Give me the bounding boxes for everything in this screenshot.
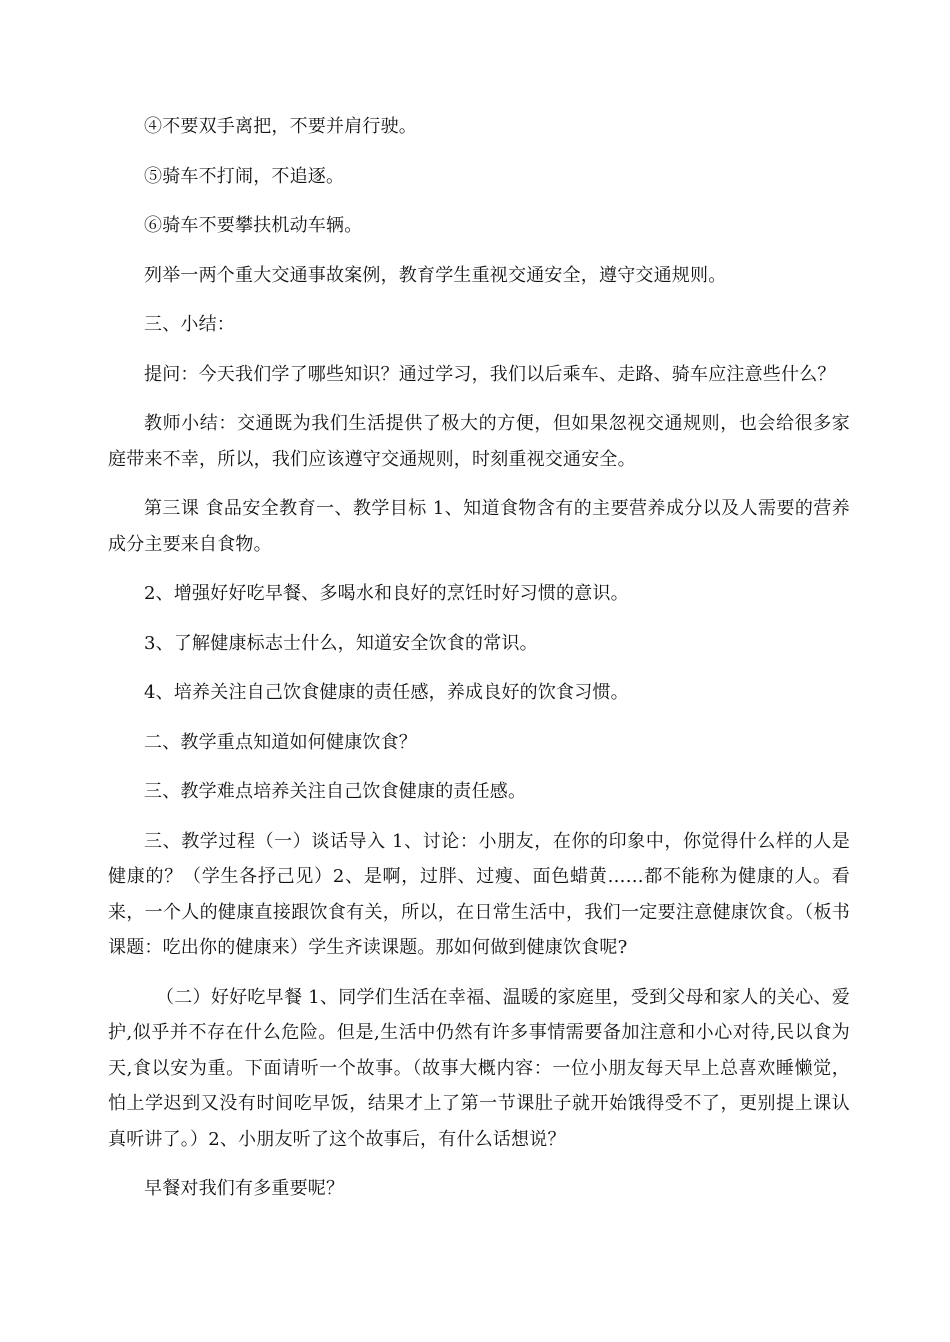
paragraph-key-point: 二、教学重点知道如何健康饮食？ xyxy=(144,731,417,753)
paragraph-goal-4: 4、培养关注自己饮食健康的责任感，养成良好的饮食习惯。 xyxy=(144,682,629,703)
document-body xyxy=(108,109,850,1221)
paragraph-goal-2: 2、增强好好吃早餐、多喝水和良好的烹饪时好习惯的意识。 xyxy=(144,583,629,604)
paragraph-rule-4: ④不要双手离把，不要并肩行驶。 xyxy=(144,116,417,137)
paragraph-rule-6: ⑥骑车不要攀扶机动车辆。 xyxy=(144,215,363,236)
paragraph-goal-3: 3、了解健康标志士什么，知道安全饮食的常识。 xyxy=(144,632,538,654)
paragraph-teacher-summary: 教师小结：交通既为我们生活提供了极大的方便，但如果忽视交通规则，也会给很多家庭带来不幸，所以，我们应该遵守交通规则，时刻重视交通安全。 xyxy=(108,413,850,470)
paragraph-lesson-three-goals: 第三课 食品安全教育一、教学目标 1、知道食物含有的主要营养成分以及人需要的营养成分主要来自食物。 xyxy=(108,498,850,555)
paragraph-breakfast: （二）好好吃早餐 1、同学们生活在幸福、温暖的家庭里，受到父母和家人的关心、爱护,似乎并不存在什么危险。但是,生活中仍然有许多事情需要备加注意和小心对待,民以食为天,食以安为重。下面请听一个故事。（故事大概内容：一位小朋友每天早上总喜欢睡懒觉，怕上学迟到又没有时间吃早饭，结果才上了第一节课肚子就开始饿得受不了，更别提上课认真听讲了。）2、小朋友听了这个故事后，有什么话想说？ xyxy=(108,986,850,1150)
paragraph-rule-5: ⑤骑车不打闹，不追逐。 xyxy=(144,165,345,187)
paragraph-breakfast-question: 早餐对我们有多重要呢？ xyxy=(144,1178,345,1199)
paragraph-case-examples: 列举一两个重大交通事故案例，教育学生重视交通安全，遵守交通规则。 xyxy=(144,264,727,286)
paragraph-question: 提问：今天我们学了哪些知识？通过学习，我们以后乘车、走路、骑车应注意些什么？ xyxy=(144,363,836,385)
section-heading-summary: 三、小结： xyxy=(144,314,235,335)
paragraph-teaching-process: 三、教学过程（一）谈话导入 1、讨论：小朋友，在你的印象中，你觉得什么样的人是健康的？（学生各抒己见）2、是啊，过胖、过瘦、面色蜡黄……都不能称为健康的人。看来，一个人的健康直接跟饮食有关，所以，在日常生活中，我们一定要注意健康饮食。（板书课题：吃出你的健康来）学生齐读课题。那如何做到健康饮食呢? xyxy=(108,830,850,958)
paragraph-difficulty: 三、教学难点培养关注自己饮食健康的责任感。 xyxy=(144,781,527,802)
